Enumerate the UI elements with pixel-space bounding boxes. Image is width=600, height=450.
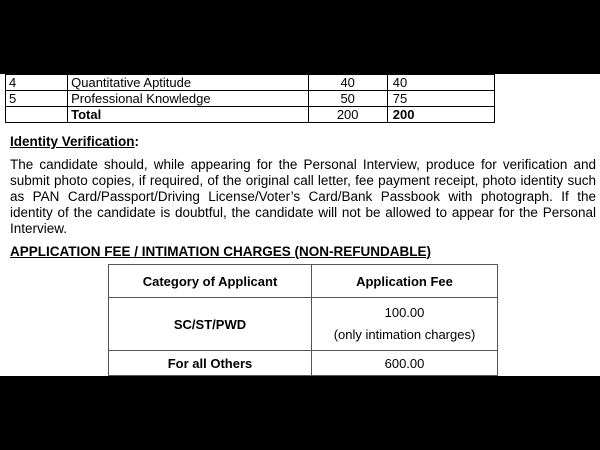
question-count: 40: [308, 75, 387, 91]
question-count: 50: [308, 91, 387, 107]
max-marks: 75: [387, 91, 494, 107]
fee-cell: [312, 351, 498, 376]
fee-heading-text: APPLICATION FEE / INTIMATION CHARGES (NON-REFUNDABLE): [10, 244, 431, 259]
table-row: [6, 75, 495, 91]
subject-name: Professional Knowledge: [68, 91, 308, 107]
max-marks: 40: [387, 75, 494, 91]
fee-amount: 100.00: [384, 305, 425, 320]
row-number: 4: [6, 75, 68, 91]
row-number: 5: [6, 91, 68, 107]
total-empty-cell: [6, 107, 68, 123]
total-row: [6, 107, 495, 123]
fee-table: [108, 264, 498, 376]
total-label: Total: [68, 107, 308, 123]
total-marks: 200: [387, 107, 494, 123]
fee-note: (only intimation charges): [333, 327, 476, 342]
identity-paragraph: The candidate should, while appearing for the Personal Interview, produce for verification and submit photo copies, if required, of the original call letter, fee payment receipt, photo identity such as PAN Card/Passport/Driving License/Voter’s Card/Bank Passbook with photograph. If the identity of the candidate is doubtful, the candidate will not be allowed to appear for the Personal Interview.: [10, 157, 596, 236]
table-row: [109, 351, 498, 376]
fee-cell: [312, 298, 498, 351]
table-row: [6, 91, 495, 107]
fee-amount: 600.00: [384, 355, 425, 371]
fee-column-header: Application Fee: [312, 265, 498, 298]
identity-heading-colon: :: [134, 134, 140, 149]
category-cell: SC/ST/PWD: [109, 298, 312, 351]
fee-header-row: [109, 265, 498, 298]
marks-table: [5, 74, 495, 123]
fee-heading: [10, 244, 431, 259]
subject-name: Quantitative Aptitude: [68, 75, 308, 91]
category-cell: For all Others: [109, 351, 312, 376]
document-page: [0, 74, 600, 376]
identity-heading: [10, 134, 139, 149]
total-questions: 200: [308, 107, 387, 123]
identity-heading-text: Identity Verification: [10, 134, 135, 149]
table-row: [109, 298, 498, 351]
category-column-header: Category of Applicant: [109, 265, 312, 298]
